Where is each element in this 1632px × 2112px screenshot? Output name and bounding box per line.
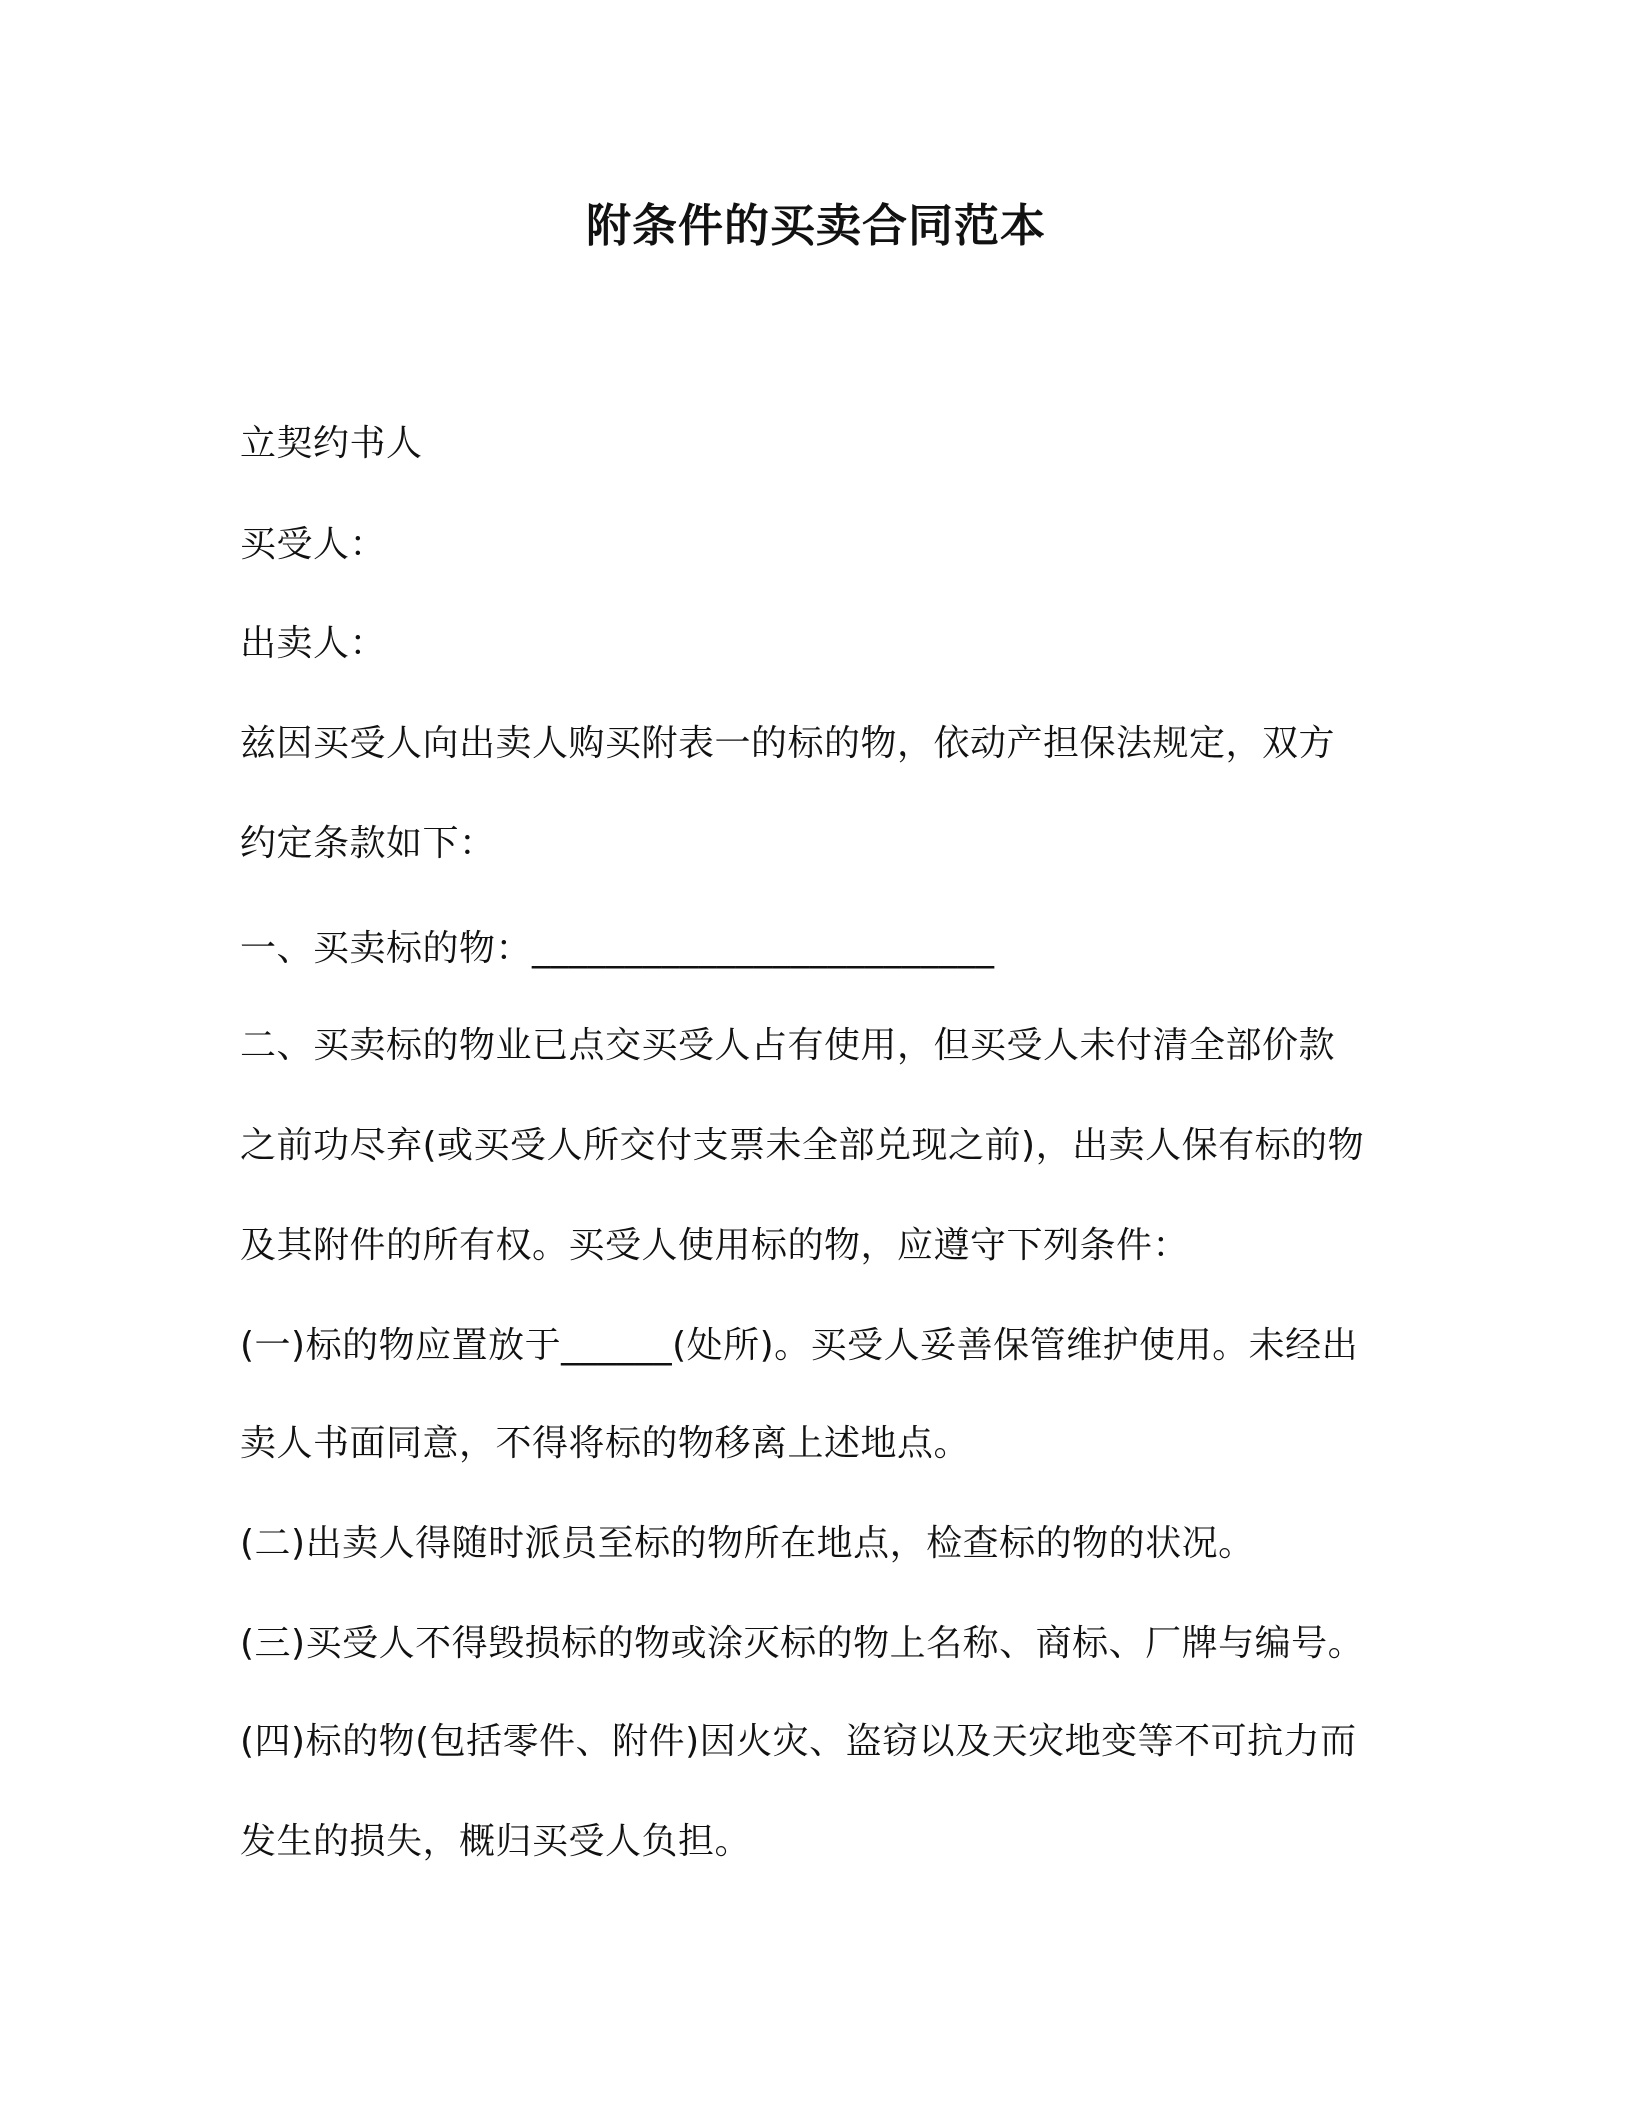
condition-4-line-2: 发生的损失，概归买受人负担。 xyxy=(240,1821,752,1862)
preamble-line-1: 兹因买受人向出卖人购买附表一的标的物，依动产担保法规定，双方 xyxy=(240,723,1336,764)
buyer-line: 买受人： xyxy=(240,524,387,565)
seller-line: 出卖人： xyxy=(240,623,387,664)
clause-2-line-1: 二、买卖标的物业已点交买受人占有使用，但买受人未付清全部价款 xyxy=(240,1025,1336,1066)
condition-1-line-2: 卖人书面同意，不得将标的物移离上述地点。 xyxy=(240,1423,971,1464)
preamble-line-2: 约定条款如下： xyxy=(240,823,496,864)
clause-1-line: 一、买卖标的物：_________________________ xyxy=(240,928,995,969)
clause-2-line-2: 之前功尽弃(或买受人所交付支票未全部兑现之前)，出卖人保有标的物 xyxy=(240,1125,1365,1166)
condition-4-line-1: (四)标的物(包括零件、附件)因火灾、盗窃以及天灾地变等不可抗力而 xyxy=(240,1721,1357,1762)
contract-parties-heading: 立契约书人 xyxy=(240,423,423,464)
condition-2-line: (二)出卖人得随时派员至标的物所在地点，检查标的物的状况。 xyxy=(240,1523,1255,1564)
clause-2-line-3: 及其附件的所有权。买受人使用标的物，应遵守下列条件： xyxy=(240,1225,1190,1266)
condition-1-line-1: (一)标的物应置放于______(处所)。买受人妥善保管维护使用。未经出 xyxy=(240,1325,1359,1366)
document-title: 附条件的买卖合同范本 xyxy=(585,199,1046,252)
condition-3-line: (三)买受人不得毁损标的物或涂灭标的物上名称、商标、厂牌与编号。 xyxy=(240,1623,1365,1664)
